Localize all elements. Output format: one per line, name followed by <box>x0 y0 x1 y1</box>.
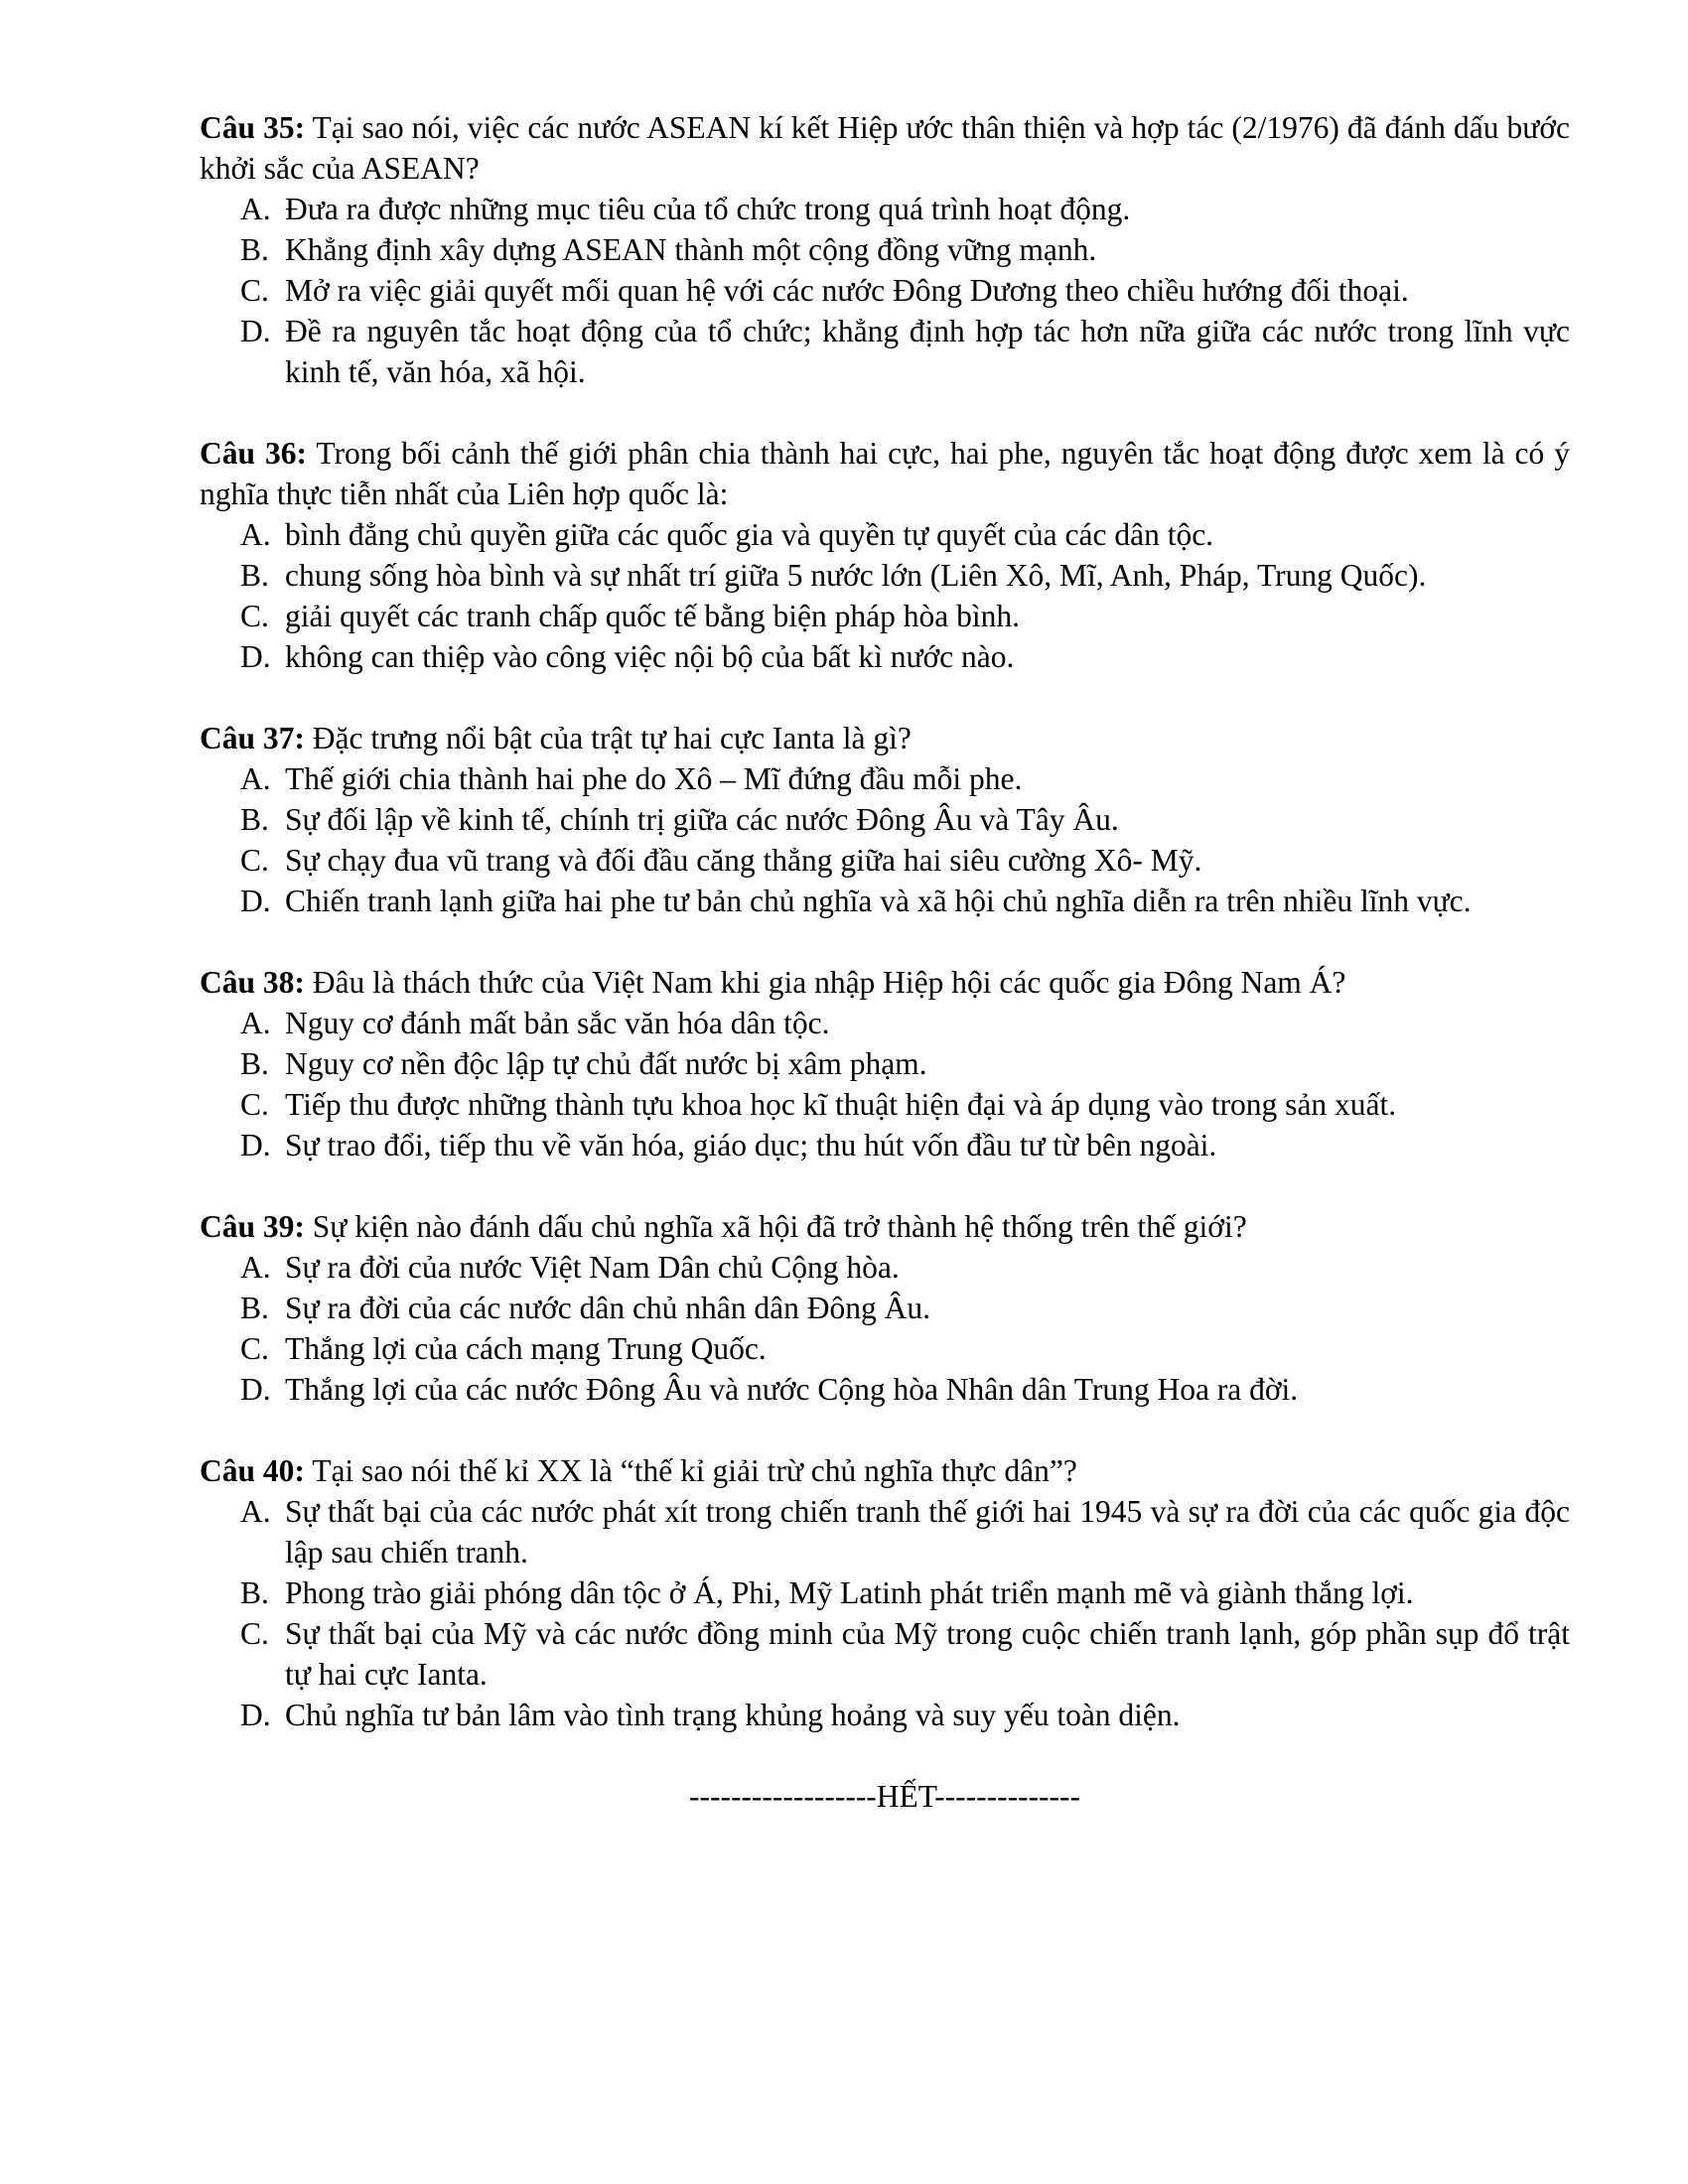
option-letter: D. <box>240 1128 271 1162</box>
question-37 <box>200 718 1570 921</box>
option-a <box>200 1491 1570 1572</box>
option-b <box>200 1043 1570 1084</box>
option-c <box>200 1613 1570 1695</box>
option-text: Nguy cơ đánh mất bản sắc văn hóa dân tộc. <box>285 1006 830 1040</box>
option-d <box>200 636 1570 677</box>
question-stem <box>200 1206 1570 1247</box>
option-letter: A. <box>240 1494 271 1529</box>
option-text: Sự đối lập về kinh tế, chính trị giữa các nước Đông Âu và Tây Âu. <box>285 802 1119 837</box>
option-letter: D. <box>240 639 271 674</box>
option-d <box>200 1125 1570 1165</box>
option-d <box>200 1695 1570 1735</box>
option-a <box>200 189 1570 229</box>
question-number: Câu 35: <box>200 110 306 145</box>
option-text: Chủ nghĩa tư bản lâm vào tình trạng khủng hoảng và suy yếu toàn diện. <box>285 1698 1181 1732</box>
question-number: Câu 40: <box>200 1453 305 1488</box>
option-text: Sự thất bại của Mỹ và các nước đồng minh của Mỹ trong cuộc chiến tranh lạnh, góp phần sụp đổ trật tự hai cực Ianta. <box>285 1616 1570 1692</box>
option-letter: B. <box>240 1291 269 1325</box>
option-text: Sự thất bại của các nước phát xít trong chiến tranh thế giới hai 1945 và sự ra đời của các quốc gia độc lập sau chiến tranh. <box>285 1494 1570 1570</box>
option-c <box>200 596 1570 636</box>
option-text: bình đẳng chủ quyền giữa các quốc gia và quyền tự quyết của các dân tộc. <box>285 517 1214 552</box>
option-c <box>200 840 1570 881</box>
question-38 <box>200 962 1570 1165</box>
option-letter: A. <box>240 1006 271 1040</box>
option-text: Đưa ra được những mục tiêu của tổ chức trong quá trình hoạt động. <box>285 192 1131 226</box>
option-b <box>200 229 1570 270</box>
option-text: Tiếp thu được những thành tựu khoa học kĩ thuật hiện đại và áp dụng vào trong sản xuất. <box>285 1087 1397 1122</box>
exam-content <box>200 107 1570 1817</box>
question-39 <box>200 1206 1570 1410</box>
option-letter: D. <box>240 1372 271 1407</box>
option-text: Khẳng định xây dựng ASEAN thành một cộng đồng vững mạnh. <box>285 232 1097 267</box>
option-letter: A. <box>240 761 271 796</box>
end-of-exam-marker: ------------------HẾT-------------- <box>688 1779 1080 1814</box>
question-number: Câu 39: <box>200 1209 305 1244</box>
option-letter: B. <box>240 802 269 837</box>
question-stem <box>200 962 1570 1003</box>
option-a <box>200 1003 1570 1043</box>
option-letter: D. <box>240 884 271 918</box>
option-letter: D. <box>240 314 271 348</box>
option-letter: B. <box>240 232 269 267</box>
question-35 <box>200 107 1570 392</box>
option-c <box>200 270 1570 311</box>
option-letter: B. <box>240 558 269 593</box>
question-text: Đặc trưng nổi bật của trật tự hai cực Ianta là gì? <box>304 721 912 755</box>
option-text: Đề ra nguyên tắc hoạt động của tổ chức; khẳng định hợp tác hơn nữa giữa các nước trong lĩnh vực kinh tế, văn hóa, xã hội. <box>285 314 1570 389</box>
option-letter: A. <box>240 1250 271 1285</box>
option-letter: A. <box>240 517 271 552</box>
question-text: Đâu là thách thức của Việt Nam khi gia nhập Hiệp hội các quốc gia Đông Nam Á? <box>304 965 1346 1000</box>
option-text: Mở ra việc giải quyết mối quan hệ với các nước Đông Dương theo chiều hướng đối thoại. <box>285 273 1409 308</box>
question-text: Sự kiện nào đánh dấu chủ nghĩa xã hội đã trở thành hệ thống trên thế giới? <box>304 1209 1247 1244</box>
option-letter: C. <box>240 1331 269 1366</box>
question-stem <box>200 433 1570 514</box>
option-letter: C. <box>240 843 269 878</box>
option-text: Sự ra đời của các nước dân chủ nhân dân Đông Âu. <box>285 1291 931 1325</box>
option-b <box>200 1288 1570 1328</box>
option-a <box>200 1247 1570 1288</box>
question-stem <box>200 718 1570 758</box>
option-letter: C. <box>240 599 269 633</box>
question-number: Câu 37: <box>200 721 305 755</box>
option-c <box>200 1084 1570 1125</box>
option-text: Thế giới chia thành hai phe do Xô – Mĩ đứng đầu mỗi phe. <box>285 761 1023 796</box>
option-c <box>200 1328 1570 1369</box>
option-letter: B. <box>240 1046 269 1081</box>
option-letter: C. <box>240 273 269 308</box>
option-b <box>200 1572 1570 1613</box>
question-text: Tại sao nói thế kỉ XX là “thế kỉ giải trừ chủ nghĩa thực dân”? <box>304 1453 1077 1488</box>
question-stem <box>200 107 1570 189</box>
question-number: Câu 36: <box>200 436 307 471</box>
question-text: Trong bối cảnh thế giới phân chia thành hai cực, hai phe, nguyên tắc hoạt động được xem là có ý nghĩa thực tiễn nhất của Liên hợp quốc là: <box>200 436 1570 511</box>
option-text: Thắng lợi của các nước Đông Âu và nước Cộng hòa Nhân dân Trung Hoa ra đời. <box>285 1372 1299 1407</box>
option-letter: C. <box>240 1616 269 1651</box>
option-text: Sự ra đời của nước Việt Nam Dân chủ Cộng hòa. <box>285 1250 900 1285</box>
option-a <box>200 514 1570 555</box>
option-letter: B. <box>240 1575 269 1610</box>
option-text: Nguy cơ nền độc lập tự chủ đất nước bị xâm phạm. <box>285 1046 927 1081</box>
option-b <box>200 555 1570 596</box>
option-text: Sự chạy đua vũ trang và đối đầu căng thẳng giữa hai siêu cường Xô- Mỹ. <box>285 843 1202 878</box>
option-d <box>200 881 1570 921</box>
option-d <box>200 311 1570 392</box>
option-letter: D. <box>240 1698 271 1732</box>
question-36 <box>200 433 1570 677</box>
option-text: Phong trào giải phóng dân tộc ở Á, Phi, Mỹ Latinh phát triển mạnh mẽ và giành thắng lợi. <box>285 1575 1414 1610</box>
question-text: Tại sao nói, việc các nước ASEAN kí kết Hiệp ước thân thiện và hợp tác (2/1976) đã đánh dấu bước khởi sắc của ASEAN? <box>200 110 1570 186</box>
option-a <box>200 758 1570 799</box>
option-text: chung sống hòa bình và sự nhất trí giữa 5 nước lớn (Liên Xô, Mĩ, Anh, Pháp, Trung Quốc). <box>285 558 1427 593</box>
option-text: Thắng lợi của cách mạng Trung Quốc. <box>285 1331 767 1366</box>
question-40 <box>200 1450 1570 1735</box>
question-stem <box>200 1450 1570 1491</box>
option-text: Chiến tranh lạnh giữa hai phe tư bản chủ nghĩa và xã hội chủ nghĩa diễn ra trên nhiều lĩnh vực. <box>285 884 1472 918</box>
option-letter: C. <box>240 1087 269 1122</box>
option-text: giải quyết các tranh chấp quốc tế bằng biện pháp hòa bình. <box>285 599 1020 633</box>
option-text: không can thiệp vào công việc nội bộ của bất kì nước nào. <box>285 639 1015 674</box>
option-text: Sự trao đổi, tiếp thu về văn hóa, giáo dục; thu hút vốn đầu tư từ bên ngoài. <box>285 1128 1217 1162</box>
option-b <box>200 799 1570 840</box>
option-d <box>200 1369 1570 1410</box>
option-letter: A. <box>240 192 271 226</box>
question-number: Câu 38: <box>200 965 305 1000</box>
